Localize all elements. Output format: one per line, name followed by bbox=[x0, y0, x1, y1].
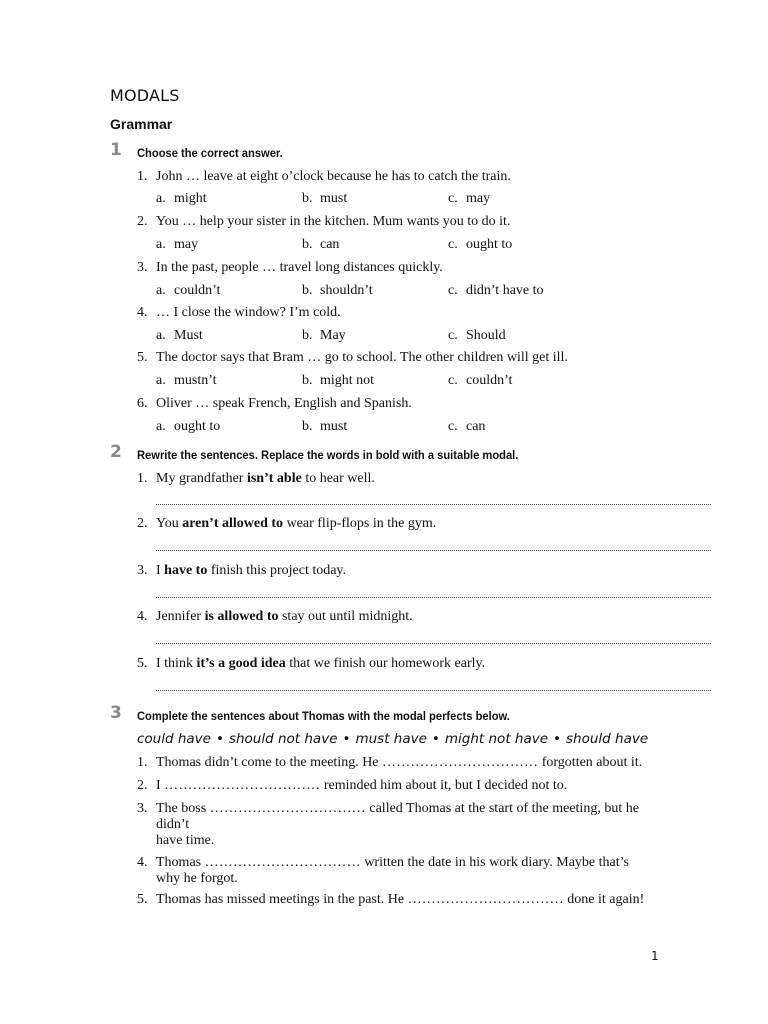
word-bank-item: should have bbox=[566, 731, 649, 747]
bullet-separator: • bbox=[342, 731, 351, 747]
option-text: Should bbox=[466, 328, 506, 343]
ex3-q5-text bbox=[156, 892, 656, 908]
ex1-q4-number: 4. bbox=[137, 305, 148, 320]
ex2-q1-number: 1. bbox=[137, 471, 148, 486]
ex3-q5-number: 5. bbox=[137, 892, 148, 907]
bold-phrase: is allowed to bbox=[204, 609, 279, 624]
ex1-q2-text: You … help your sister in the kitchen. Mum wants you to do it. bbox=[156, 214, 511, 229]
ex2-q4-text bbox=[156, 609, 413, 625]
sentence-start: Jennifer bbox=[156, 609, 205, 624]
sentence-end: called Thomas at the start of the meeting, but he bbox=[365, 801, 639, 816]
ex2-q3-number: 3. bbox=[137, 563, 148, 578]
option-text: couldn’t bbox=[174, 283, 221, 298]
option-letter: c. bbox=[448, 283, 458, 298]
option-letter: b. bbox=[302, 191, 313, 206]
ex3-q3-number: 3. bbox=[137, 801, 148, 816]
exercise-1-number: 1 bbox=[110, 140, 122, 160]
option-letter: c. bbox=[448, 237, 458, 252]
option-letter: c. bbox=[448, 373, 458, 388]
ex1-q5-text: The doctor says that Bram … go to school. The other children will get ill. bbox=[156, 350, 568, 365]
exercise-3-number: 3 bbox=[110, 703, 122, 723]
option-letter: a. bbox=[156, 373, 166, 388]
ex2-q3-answer-line[interactable] bbox=[156, 597, 711, 598]
option-text: must bbox=[320, 191, 348, 206]
answer-blank[interactable]: …………………………… bbox=[164, 778, 321, 793]
word-bank-item: might not have bbox=[444, 731, 549, 747]
ex2-q2-text bbox=[156, 516, 436, 532]
sentence-end: written the date in his work diary. Maybe that’s bbox=[360, 855, 629, 870]
option-text: might not bbox=[320, 373, 375, 388]
option-text: Must bbox=[174, 328, 203, 343]
bold-phrase: aren’t allowed to bbox=[182, 516, 284, 531]
sentence-start: I think bbox=[156, 656, 197, 671]
bullet-separator: • bbox=[553, 731, 561, 747]
sentence-continuation: why he forgot. bbox=[156, 871, 238, 886]
option-text: ought to bbox=[466, 237, 513, 252]
option-text: didn’t have to bbox=[466, 283, 544, 298]
ex3-q2-number: 2. bbox=[137, 778, 148, 793]
ex3-q2-text bbox=[156, 778, 656, 794]
answer-blank[interactable]: …………………………… bbox=[382, 755, 539, 770]
ex1-q3-option-b[interactable] bbox=[302, 283, 373, 299]
answer-blank[interactable]: …………………………… bbox=[204, 855, 361, 870]
ex1-q2-option-c[interactable] bbox=[448, 237, 512, 253]
option-letter: c. bbox=[448, 191, 458, 206]
ex1-q6-option-b[interactable] bbox=[302, 419, 347, 435]
ex2-q1-answer-line[interactable] bbox=[156, 504, 711, 505]
option-text: shouldn’t bbox=[320, 283, 373, 298]
bold-phrase: isn’t able bbox=[246, 471, 302, 486]
ex1-q4-option-a[interactable] bbox=[156, 328, 203, 344]
ex2-q1-text bbox=[156, 471, 375, 487]
ex1-q6-number: 6. bbox=[137, 396, 148, 411]
option-letter: b. bbox=[302, 373, 313, 388]
sentence-start: You bbox=[156, 516, 183, 531]
bullet-separator: • bbox=[215, 731, 224, 747]
ex2-q3-text bbox=[156, 563, 346, 579]
ex2-q4-number: 4. bbox=[137, 609, 148, 624]
option-text: ought to bbox=[174, 419, 221, 434]
exercise-1-instruction: Choose the correct answer. bbox=[137, 146, 283, 160]
ex1-q3-option-a[interactable] bbox=[156, 283, 220, 299]
option-text: may bbox=[466, 191, 491, 206]
ex1-q5-number: 5. bbox=[137, 350, 148, 365]
ex1-q4-text: … I close the window? I’m cold. bbox=[156, 305, 341, 320]
bold-phrase: have to bbox=[164, 563, 208, 578]
ex3-q4-number: 4. bbox=[137, 855, 148, 870]
option-letter: b. bbox=[302, 237, 313, 252]
sentence-start: Thomas has missed meetings in the past. He bbox=[156, 892, 408, 907]
sentence-start: Thomas didn’t come to the meeting. He bbox=[156, 755, 383, 770]
sentence-start: Thomas bbox=[156, 855, 205, 870]
option-letter: a. bbox=[156, 237, 166, 252]
option-text: can bbox=[466, 419, 486, 434]
ex1-q4-option-b[interactable] bbox=[302, 328, 346, 344]
option-letter: c. bbox=[448, 328, 458, 343]
ex1-q5-option-a[interactable] bbox=[156, 373, 217, 389]
exercise-2-instruction: Rewrite the sentences. Replace the words in bold with a suitable modal. bbox=[137, 448, 519, 462]
word-bank-item: should not have bbox=[228, 731, 338, 747]
sentence-end: done it again! bbox=[563, 892, 645, 907]
exercise-3-instruction: Complete the sentences about Thomas with the modal perfects below. bbox=[137, 709, 510, 723]
ex2-q5-number: 5. bbox=[137, 656, 148, 671]
sentence-continuation: have time. bbox=[156, 833, 215, 848]
bold-phrase: it’s a good idea bbox=[196, 656, 286, 671]
option-text: couldn’t bbox=[466, 373, 513, 388]
option-text: May bbox=[320, 328, 346, 343]
ex3-q1-text bbox=[156, 755, 656, 771]
option-text: might bbox=[174, 191, 207, 206]
option-letter: a. bbox=[156, 191, 166, 206]
ex3-q1-number: 1. bbox=[137, 755, 148, 770]
sentence-continuation: didn’t bbox=[156, 817, 190, 832]
sentence-end: that we finish our homework early. bbox=[285, 656, 486, 671]
word-bank-item: could have bbox=[137, 731, 211, 747]
page-number: 1 bbox=[651, 949, 659, 963]
option-letter: a. bbox=[156, 419, 166, 434]
sentence-end: to hear well. bbox=[301, 471, 375, 486]
ex1-q5-option-b[interactable] bbox=[302, 373, 374, 389]
word-bank bbox=[137, 731, 648, 747]
option-letter: b. bbox=[302, 328, 313, 343]
ex1-q6-text: Oliver … speak French, English and Spanish. bbox=[156, 396, 412, 411]
section-heading: Grammar bbox=[110, 116, 173, 132]
ex1-q3-option-c[interactable] bbox=[448, 283, 544, 299]
option-letter: a. bbox=[156, 283, 166, 298]
ex1-q1-option-a[interactable] bbox=[156, 191, 207, 207]
ex3-q4-text bbox=[156, 855, 656, 887]
sentence-end: wear flip-flops in the gym. bbox=[283, 516, 437, 531]
ex1-q1-option-c[interactable] bbox=[448, 191, 490, 207]
ex1-q2-number: 2. bbox=[137, 214, 148, 229]
ex1-q1-number: 1. bbox=[137, 169, 148, 184]
ex1-q5-option-c[interactable] bbox=[448, 373, 512, 389]
exercise-2-number: 2 bbox=[110, 442, 122, 462]
ex1-q1-option-b[interactable] bbox=[302, 191, 347, 207]
sentence-start: I bbox=[156, 563, 165, 578]
sentence-end: stay out until midnight. bbox=[278, 609, 413, 624]
ex2-q4-answer-line[interactable] bbox=[156, 643, 711, 644]
ex2-q5-answer-line[interactable] bbox=[156, 690, 711, 691]
answer-blank[interactable]: …………………………… bbox=[209, 801, 366, 816]
ex2-q2-answer-line[interactable] bbox=[156, 550, 711, 551]
option-text: must bbox=[320, 419, 348, 434]
option-text: mustn’t bbox=[174, 373, 217, 388]
answer-blank[interactable]: …………………………… bbox=[407, 892, 564, 907]
word-bank-item: must have bbox=[355, 731, 427, 747]
page-title: MODALS bbox=[110, 86, 180, 105]
ex1-q6-option-a[interactable] bbox=[156, 419, 220, 435]
sentence-start: My grandfather bbox=[156, 471, 247, 486]
sentence-start: The boss bbox=[156, 801, 210, 816]
option-letter: c. bbox=[448, 419, 458, 434]
ex1-q6-option-c[interactable] bbox=[448, 419, 485, 435]
sentence-end: finish this project today. bbox=[207, 563, 347, 578]
ex1-q2-option-b[interactable] bbox=[302, 237, 339, 253]
sentence-end: reminded him about it, but I decided not to. bbox=[320, 778, 568, 793]
ex1-q2-option-a[interactable] bbox=[156, 237, 198, 253]
option-letter: b. bbox=[302, 419, 313, 434]
option-text: can bbox=[320, 237, 340, 252]
sentence-end: forgotten about it. bbox=[538, 755, 643, 770]
ex2-q5-text bbox=[156, 656, 485, 672]
option-text: may bbox=[174, 237, 199, 252]
ex1-q4-option-c[interactable] bbox=[448, 328, 506, 344]
ex3-q3-text bbox=[156, 801, 656, 849]
sentence-start: I bbox=[156, 778, 165, 793]
option-letter: b. bbox=[302, 283, 313, 298]
bullet-separator: • bbox=[431, 731, 440, 747]
ex2-q2-number: 2. bbox=[137, 516, 148, 531]
ex1-q3-text: In the past, people … travel long distances quickly. bbox=[156, 260, 443, 275]
ex1-q3-number: 3. bbox=[137, 260, 148, 275]
ex1-q1-text: John … leave at eight o’clock because he has to catch the train. bbox=[156, 169, 511, 184]
option-letter: a. bbox=[156, 328, 166, 343]
